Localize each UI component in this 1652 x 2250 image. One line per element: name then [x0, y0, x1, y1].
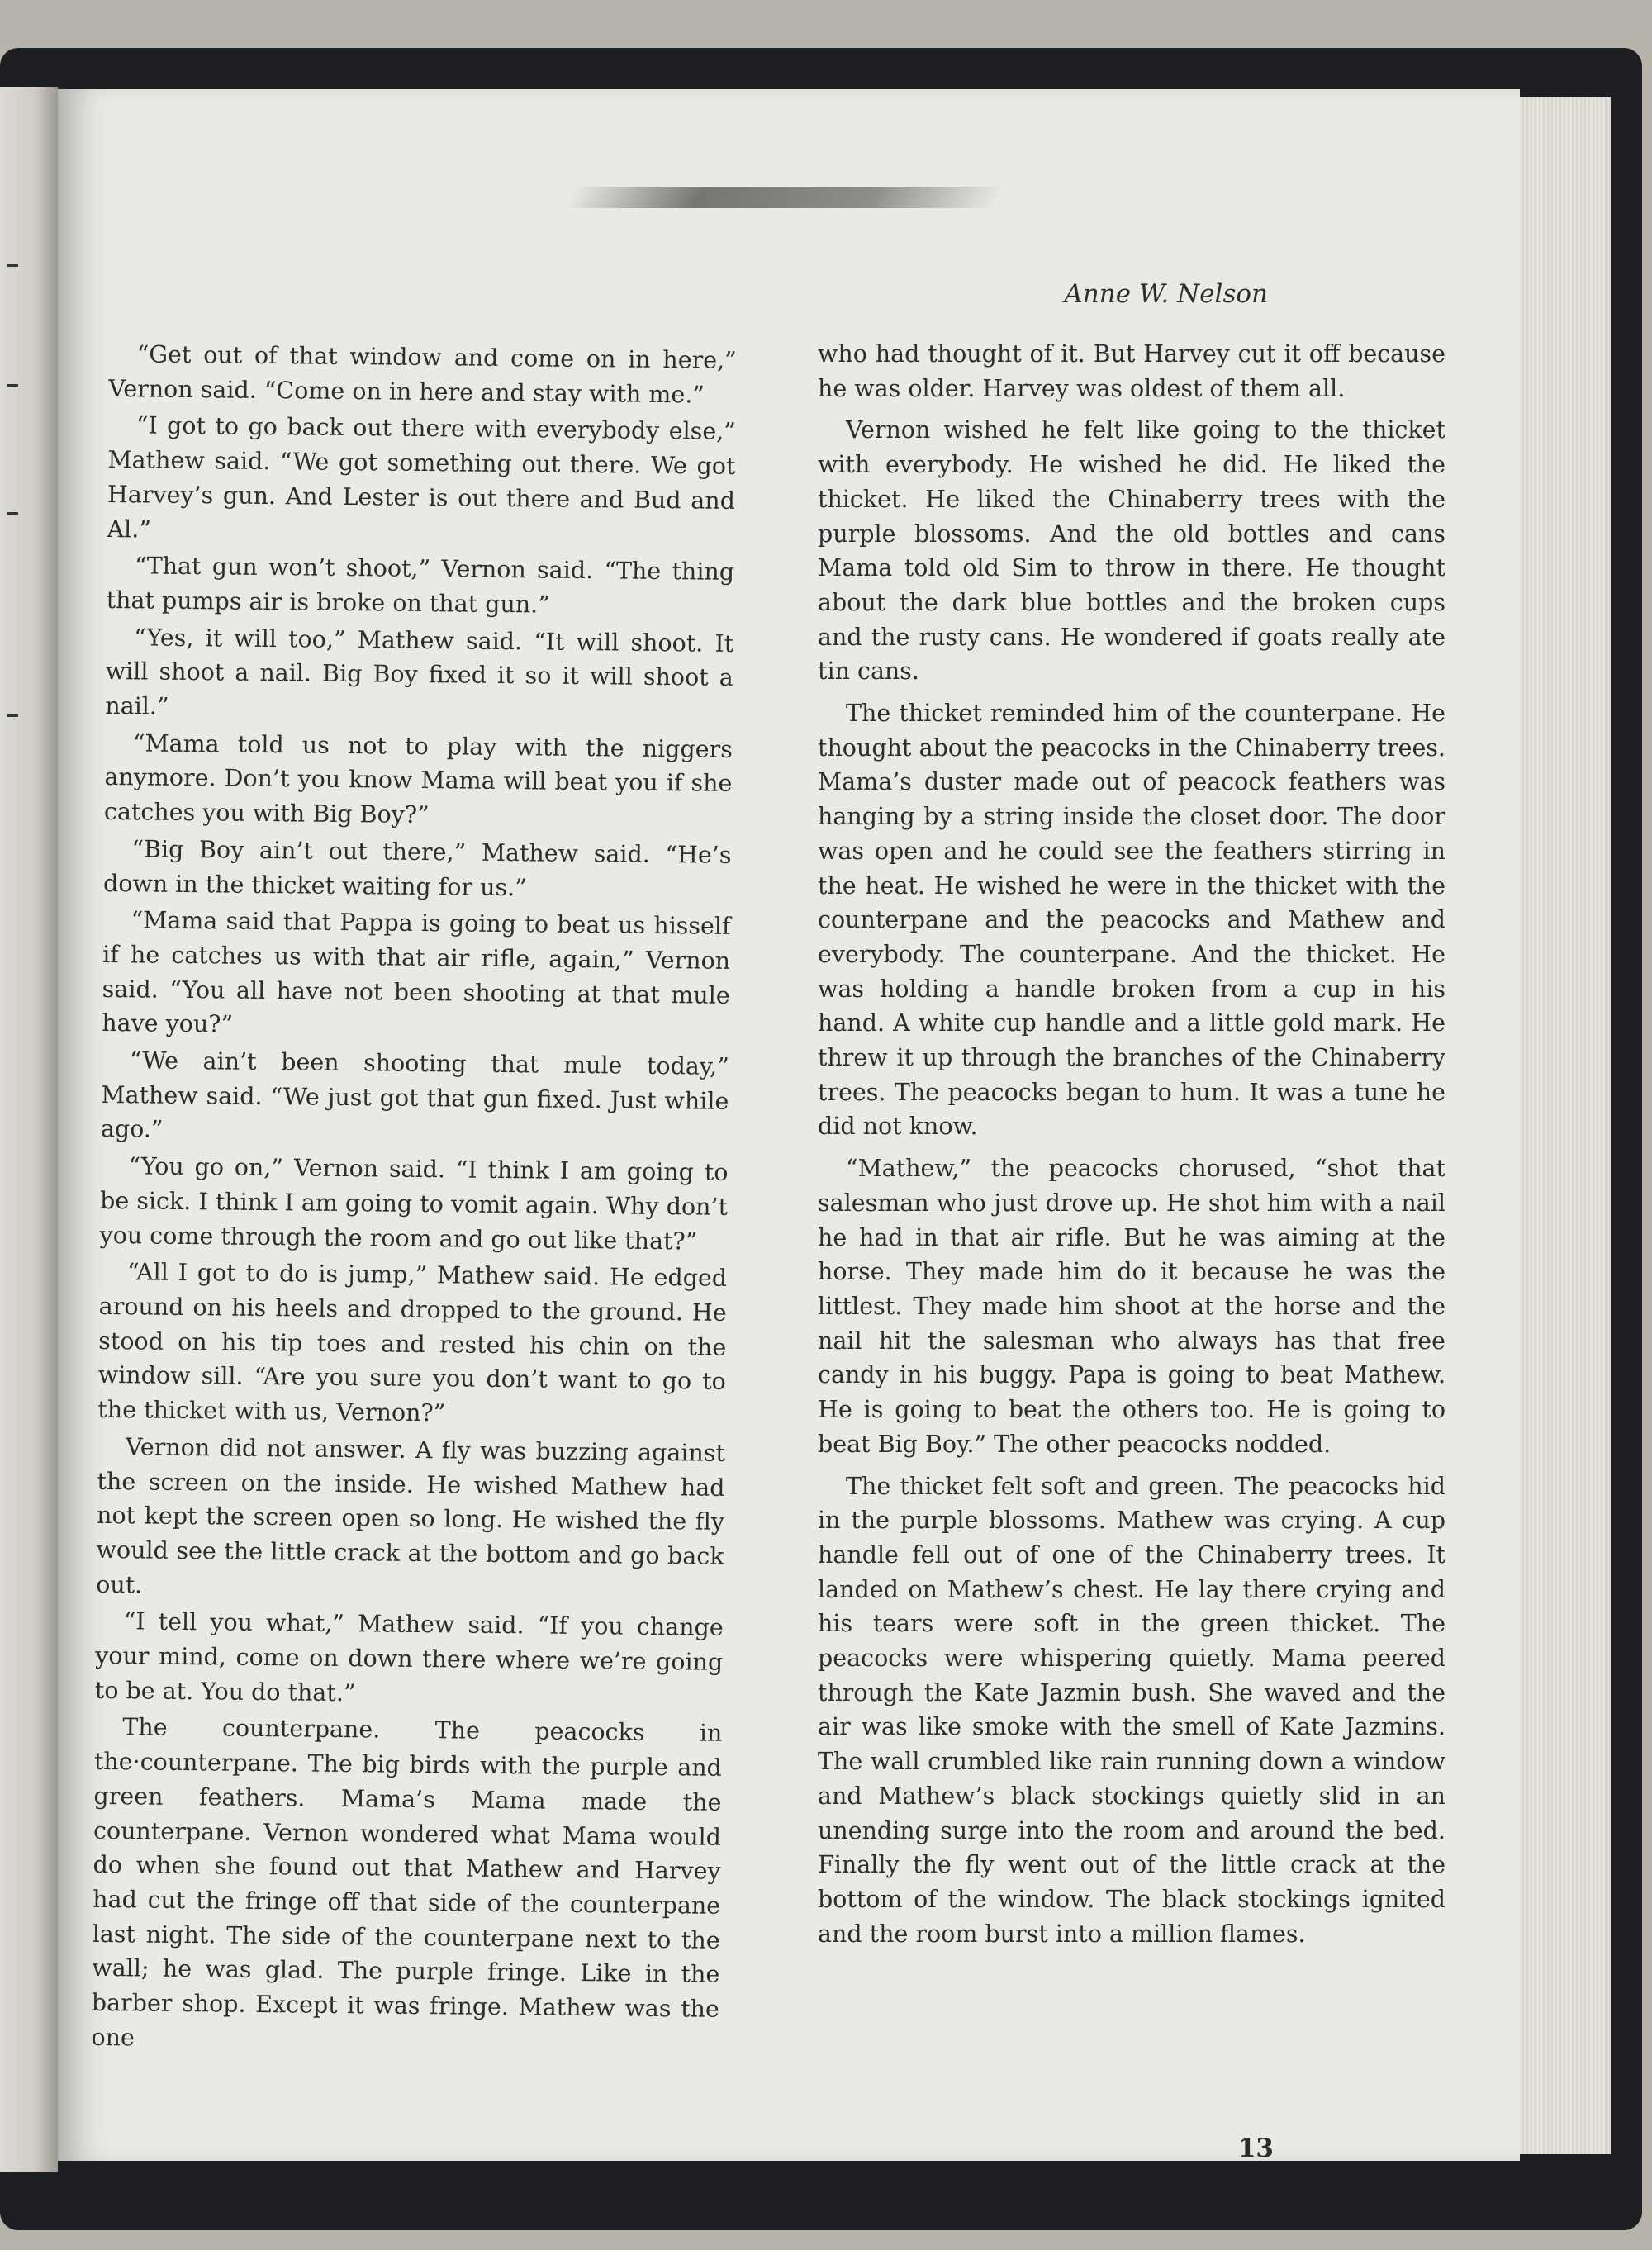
paragraph: The thicket reminded him of the counterpane. He thought about the peacocks in the Chinaberry trees. Mama’s duster made out of peacock feathers was hanging by a string inside the closet door. The door was open and he could see the feathers stirring in the heat. He wished he were in the thicket with the counterpane and the peacocks and Mathew and everybody. The counterpane. And the thicket. He was holding a handle broken from a cup in his hand. A white cup handle and a little gold mark. He threw it up through the branches of the Chinaberry trees. The peacocks began to hum. It was a tune he did not know.	[818, 700, 1446, 1141]
paragraph: “Yes, it will too,” Mathew said. “It will shoot. It will shoot a nail. Big Boy fixed it so it will shoot a nail.”	[105, 623, 734, 720]
paragraph: Vernon wished he felt like going to the thicket with everybody. He wished he did. He liked the thicket. He liked the Chinaberry trees with the purple blossoms. And the old bottles and cans Mama told old Sim to throw in there. He thought about the dark blue bottles and the broken cups and the rusty cans. He wondered if goats really ate tin cans.	[818, 416, 1446, 686]
page-block-edge	[1520, 97, 1611, 2154]
paragraph: “I tell you what,” Mathew said. “If you change your mind, come on down there where we’re going to be at. You do that.”	[94, 1607, 724, 1706]
paragraph: “Big Boy ain’t out there,” Mathew said. “He’s down in the thicket waiting for us.”	[102, 835, 732, 901]
paragraph: The counterpane. The peacocks in the·counterpane. The big birds with the purple and green feathers. Mama’s Mama made the counterpane. Vernon wondered what Mama would do when she found out that Mathew and Harvey had cut the fringe off that side of the counterpane last night. The side of the counterpane next to the wall; he was glad. The purple fringe. Like in the barber shop. Except it was fringe. Mathew was the one	[91, 1713, 723, 2052]
paragraph: “We ain’t been shooting that mule today,” Mathew said. “We just got that gun fixed. Just while ago.”	[100, 1047, 729, 1144]
paragraph: “Mama told us not to play with the niggers anymore. Don’t you know Mama will beat you if she catches you with Big Boy?”	[103, 729, 733, 829]
top-ink-smudge	[563, 187, 1005, 208]
paragraph: “That gun won’t shoot,” Vernon said. “The thing that pumps air is broke on that gun.”	[106, 552, 735, 619]
page-number: 13	[1237, 2134, 1274, 2163]
paragraph: Vernon did not answer. A fly was buzzing against the screen on the inside. He wished Mathew had not kept the screen open so long. He wished the fly would see the little crack at the bottom and go back out.	[96, 1433, 726, 1599]
paragraph: “Mama said that Pappa is going to beat us hisself if he catches us with that air rifle, again,” Vernon said. “You all have not been shooting at that mule have you?”	[102, 906, 731, 1038]
book-page	[58, 89, 1520, 2161]
right-text-column	[818, 337, 1446, 1958]
running-head: Anne W. Nelson	[1064, 279, 1268, 309]
paragraph: “Get out of that window and come on in here,” Vernon said. “Come on in here and stay with me.”	[108, 340, 737, 409]
paragraph: “Mathew,” the peacocks chorused, “shot that salesman who just drove up. He shot him with a nail he had in that air rifle. But he was aiming at the horse. They made him do it because he was the littlest. They made him shoot at the horse and the nail hit the salesman who always has that free candy in his buggy. Papa is going to beat Mathew. He is going to beat the others too. He is going to beat Big Boy.” The other peacocks nodded.	[818, 1155, 1446, 1458]
paragraph: who had thought of it. But Harvey cut it off because he was older. Harvey was oldest of them all.	[818, 340, 1446, 402]
left-text-column	[91, 337, 737, 2063]
paragraph: “You go on,” Vernon said. “I think I am going to be sick. I think I am going to vomit again. Why don’t you come through the room and go out like that?”	[99, 1152, 729, 1256]
left-facing-page-edge	[0, 87, 58, 2172]
paragraph: “I got to go back out there with everybody else,” Mathew said. “We got something out there. We got Harvey’s gun. And Lester is out there and Bud and Al.”	[107, 411, 737, 544]
paragraph: “All I got to do is jump,” Mathew said. He edged around on his heels and dropped to the ground. He stood on his tip toes and rested his chin on the window sill. “Are you sure you don’t want to go to the thicket with us, Vernon?”	[97, 1258, 728, 1427]
paragraph: The thicket felt soft and green. The peacocks hid in the purple blossoms. Mathew was crying. A cup handle fell out of one of the Chinaberry trees. It landed on Mathew’s chest. He lay there crying and his tears were soft in the green thicket. The peacocks were whispering quietly. Mama peered through the Kate Jazmin bush. She waved and the air was like smoke with the smell of Kate Jazmins. The wall crumbled like rain running down a window and Mathew’s black stockings quietly slid in an unending surge into the room and around the bed. Finally the fly went out of the little crack at the bottom of the window. The black stockings ignited and the room burst into a million flames.	[818, 1472, 1446, 1948]
